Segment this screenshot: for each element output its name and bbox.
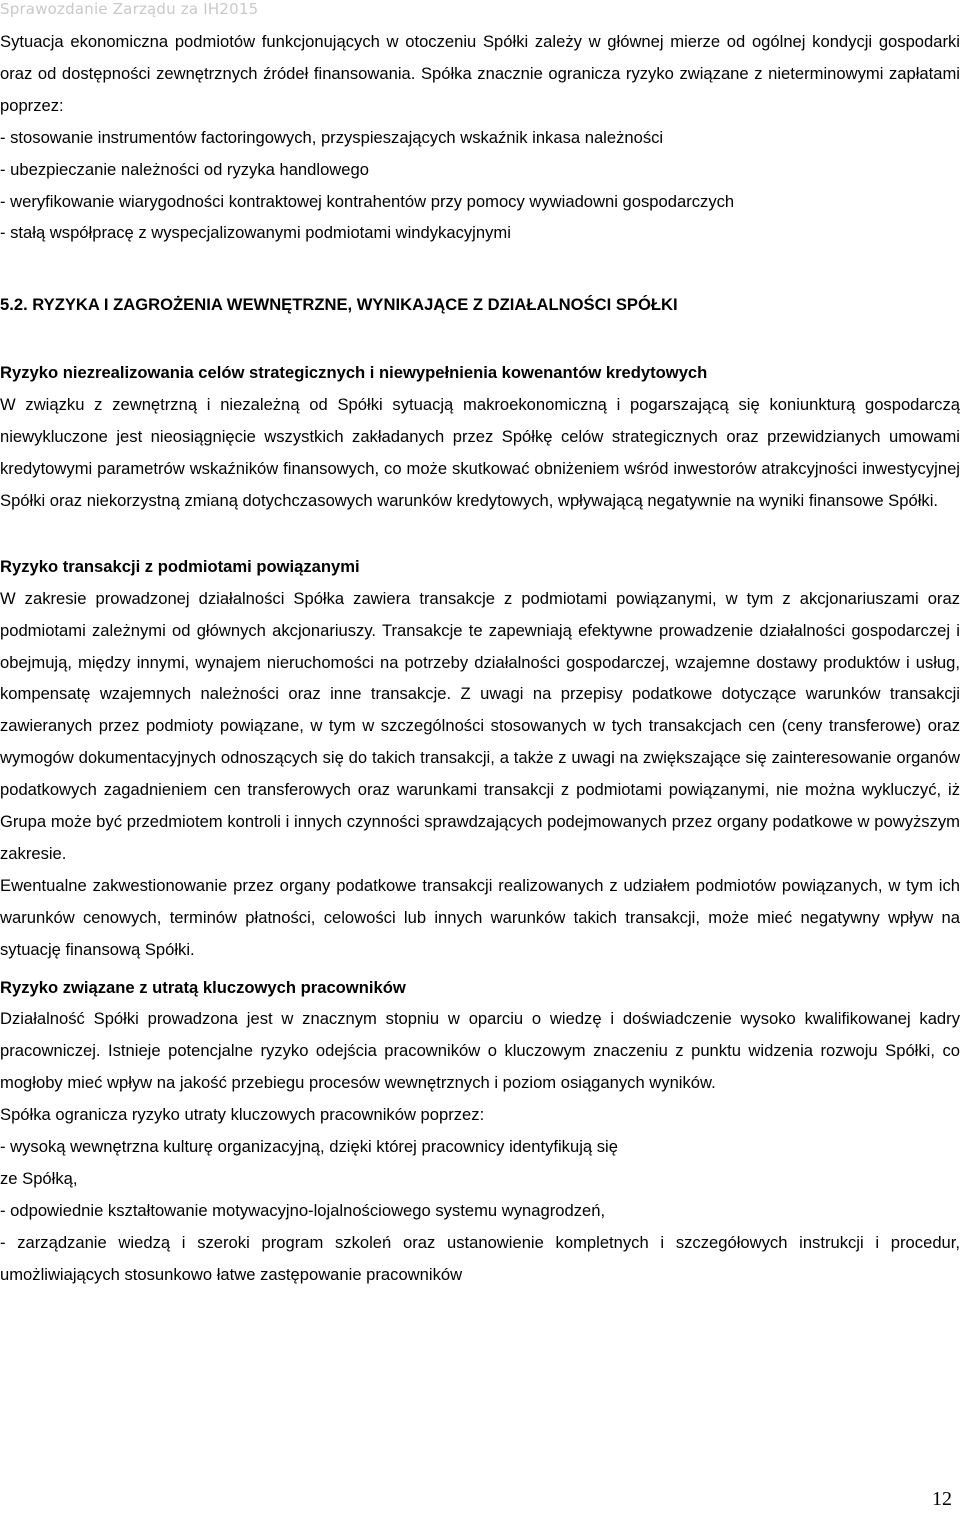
- risk-title-related-parties: Ryzyko transakcji z podmiotami powiązanymi: [0, 556, 360, 576]
- risk-title-key-employees: Ryzyko związane z utratą kluczowych pracowników: [0, 977, 406, 997]
- running-header: Sprawozdanie Zarządu za IH2015: [0, 0, 259, 18]
- risk-paragraph-related-parties: W zakresie prowadzonej działalności Spółka zawiera transakcje z podmiotami powiązanymi, w tym z akcjonariuszami oraz podmiotami zależnymi od głównych akcjonariuszy. Transakcje te zapewniają efektywne prowadzenie działalności gospodarczej i obejmują, między innymi, wynajem nieruchomości na potrzeby działalności gospodarczej, wzajemne dostawy produktów i usług, kompensatę wzajemnych należności oraz inne transakcje. Z uwagi na przepisy podatkowe dotyczące warunków transakcji zawieranych przez podmioty powiązane, w tym w szczególności stosowanych w tych transakcjach cen (ceny transferowe) oraz wymogów dokumentacyjnych odnoszących się do takich transakcji, a także z uwagi na zwiększające się zainteresowanie organów podatkowych zagadnieniem cen transferowych oraz warunkami transakcji z podmiotami powiązanymi, nie można wykluczyć, iż Grupa może być przedmiotem kontroli i innych czynności sprawdzających podejmowanych przez organy podatkowe w powyższym zakresie.: [0, 588, 960, 863]
- section-heading: 5.2. RYZYKA I ZAGROŻENIA WEWNĘTRZNE, WYNIKAJĄCE Z DZIAŁALNOŚCI SPÓŁKI: [0, 295, 678, 315]
- risk-paragraph-related-parties-2: Ewentualne zakwestionowanie przez organy podatkowe transakcji realizowanych z udziałem podmiotów powiązanych, w tym ich warunków cenowych, terminów płatności, celowości lub innych warunków takich transakcji, może mieć negatywny wpływ na sytuację finansową Spółki.: [0, 875, 960, 959]
- mitigation-item: - odpowiednie kształtowanie motywacyjno-lojalnościowego systemu wynagrodzeń,: [0, 1200, 606, 1220]
- page-number: 12: [932, 1488, 952, 1510]
- risk-paragraph-strategic: W związku z zewnętrzną i niezależną od Spółki sytuacją makroekonomiczną i pogarszającą się koniunkturą gospodarczą niewykluczone jest nieosiągnięcie wszystkich zakładanych przez Spółkę celów strategicznych oraz przewidzianych umowami kredytowymi parametrów wskaźników finansowych, co może skutkować obniżeniem wśród inwestorów atrakcyjności inwestycyjnej Spółki oraz niekorzystną zmianą dotychczasowych warunków kredytowych, wpływającą negatywnie na wyniki finansowe Spółki.: [0, 395, 960, 510]
- mitigation-item-continuation: ze Spółką,: [0, 1169, 78, 1188]
- intro-list-item: - ubezpieczanie należności od ryzyka handlowego: [0, 159, 369, 179]
- risk-paragraph-key-employees: Działalność Spółki prowadzona jest w znacznym stopniu w oparciu o wiedzę i doświadczenie wysoko kwalifikowanej kadry pracowniczej. Istnieje potencjalne ryzyko odejścia pracowników o kluczowym znaczeniu z punktu widzenia rozwoju Spółki, co mogłoby mieć wpływ na jakość przebiegu procesów wewnętrznych i poziom osiąganych wyników.: [0, 1009, 960, 1093]
- intro-list-item: - stosowanie instrumentów factoringowych, przyspieszających wskaźnik inkasa należności: [0, 127, 664, 147]
- intro-list-item: - weryfikowanie wiarygodności kontraktowej kontrahentów przy pomocy wywiadowni gospodarczych: [0, 191, 735, 211]
- intro-list-item: - stałą współpracę z wyspecjalizowanymi podmiotami windykacyjnymi: [0, 223, 511, 243]
- risk-title-strategic: Ryzyko niezrealizowania celów strategicznych i niewypełnienia kowenantów kredytowych: [0, 363, 708, 383]
- mitigation-item: - zarządzanie wiedzą i szeroki program szkoleń oraz ustanowienie kompletnych i szczegółowych instrukcji i procedur, umożliwiających stosunkowo łatwe zastępowanie pracowników: [0, 1232, 960, 1284]
- mitigation-item: - wysoką wewnętrzna kulturę organizacyjną, dzięki której pracownicy identyfikują się: [0, 1137, 618, 1157]
- intro-paragraph: Sytuacja ekonomiczna podmiotów funkcjonujących w otoczeniu Spółki zależy w głównej mierze od ogólnej kondycji gospodarki oraz od dostępności zewnętrznych źródeł finansowania. Spółka znacznie ogranicza ryzyko związane z nieterminowymi zapłatami poprzez:: [0, 32, 960, 115]
- mitigation-lead: Spółka ogranicza ryzyko utraty kluczowych pracowników poprzez:: [0, 1105, 485, 1125]
- document-body: [0, 26, 960, 1291]
